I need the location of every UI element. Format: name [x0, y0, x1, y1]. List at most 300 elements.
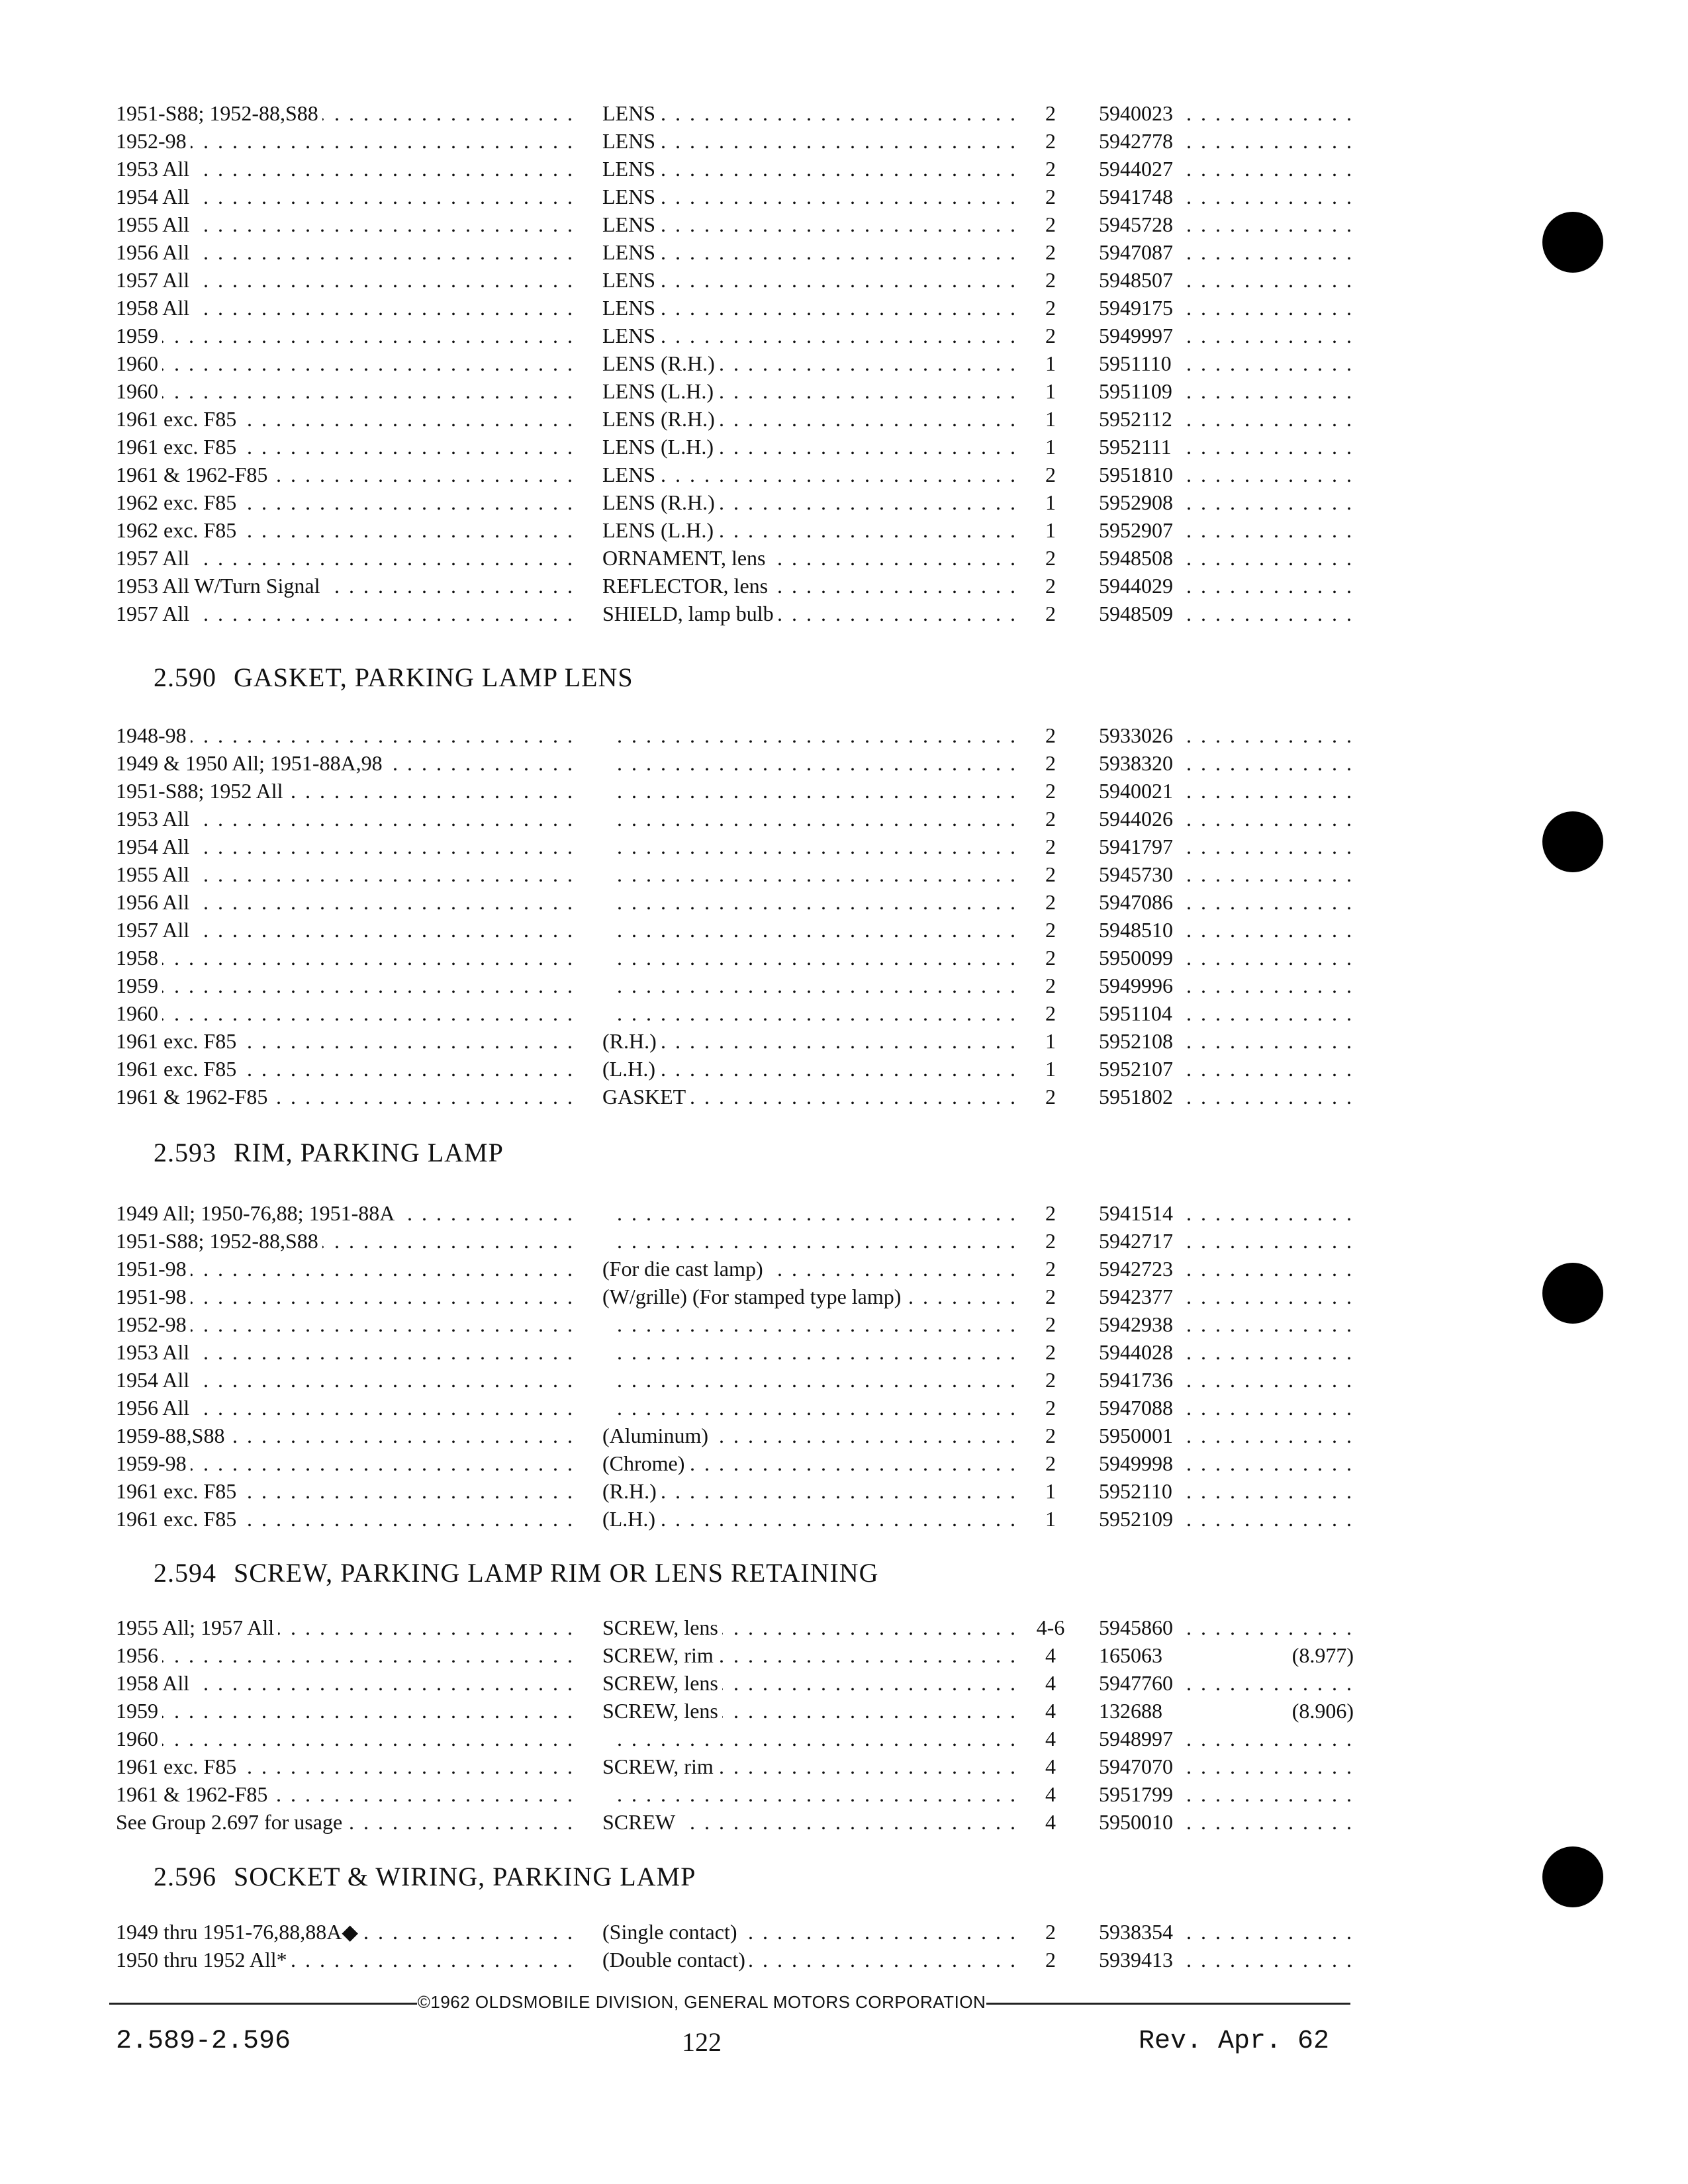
description-cell-text: (W/grille) (For stamped type lamp): [602, 1285, 905, 1308]
description-cell: [602, 127, 1023, 155]
quantity-cell-text: 1: [1045, 435, 1060, 459]
usage-cell-text: 1954 All: [116, 835, 193, 858]
quantity-cell-text: 1: [1045, 1057, 1060, 1081]
description-cell: [602, 1477, 1023, 1505]
usage-cell-text: 1956 All: [116, 890, 193, 914]
usage-cell-text: 1959-98: [116, 1451, 191, 1475]
usage-cell: [116, 1477, 579, 1505]
description-cell: [602, 1310, 1023, 1338]
description-cell: [602, 1422, 1023, 1449]
quantity-cell: [1026, 1338, 1079, 1366]
description-cell-text: ORNAMENT, lens: [602, 546, 770, 570]
part-number-cell: [1099, 721, 1354, 749]
usage-cell: [116, 1725, 579, 1752]
part-number-cell: [1099, 433, 1354, 461]
table-row: [116, 1083, 1354, 1111]
description-cell: [602, 1918, 1023, 1946]
table-row: [116, 1669, 1354, 1697]
quantity-cell: [1026, 1255, 1079, 1283]
quantity-cell: [1026, 572, 1079, 600]
group-range: 2.589-2.596: [116, 2026, 291, 2056]
usage-cell: [116, 1641, 579, 1669]
usage-cell-text: 1952-98: [116, 129, 191, 153]
usage-cell: [116, 210, 579, 238]
quantity-cell-text: 2: [1045, 1201, 1060, 1225]
quantity-cell: [1026, 266, 1079, 294]
quantity-cell: [1026, 1199, 1079, 1227]
part-number-cell-text: 5942723: [1099, 1257, 1177, 1281]
usage-cell: [116, 294, 579, 322]
description-cell-text: LENS: [602, 212, 659, 236]
description-cell: [602, 1027, 1023, 1055]
page-number: 122: [682, 2027, 722, 2057]
part-number-cell: [1099, 349, 1354, 377]
footer-rule: [986, 2003, 1350, 2005]
cross-reference: (8.977): [1287, 1641, 1354, 1669]
quantity-cell: [1026, 377, 1079, 405]
part-number-cell-text: 5948997: [1099, 1727, 1177, 1751]
usage-cell: [116, 1055, 579, 1083]
table-row: [116, 1366, 1354, 1394]
table-row: [116, 1614, 1354, 1641]
description-cell: [602, 1641, 1023, 1669]
description-cell-text: SCREW, rim: [602, 1754, 718, 1778]
part-number-cell: [1099, 1199, 1354, 1227]
description-cell: [602, 377, 1023, 405]
usage-cell: [116, 1614, 579, 1641]
usage-cell: [116, 1283, 579, 1310]
part-number-cell-text: 5950010: [1099, 1810, 1177, 1834]
description-cell: [602, 600, 1023, 627]
description-cell: [602, 210, 1023, 238]
part-number-cell: [1099, 972, 1354, 999]
part-number-cell: [1099, 1641, 1354, 1669]
usage-cell-text: 1953 All W/Turn Signal: [116, 574, 324, 598]
part-number-cell-text: 5941748: [1099, 185, 1177, 208]
part-number-cell-text: 5950099: [1099, 946, 1177, 970]
footer-rule: [109, 2003, 417, 2005]
part-number-cell-text: 5939413: [1099, 1948, 1177, 1972]
usage-cell-text: 1959-88,S88: [116, 1424, 228, 1447]
description-cell-text: [602, 807, 606, 831]
description-cell-text: LENS (R.H.): [602, 490, 719, 514]
section-title: SOCKET & WIRING, PARKING LAMP: [234, 1862, 696, 1891]
table-row: [116, 1338, 1354, 1366]
table-row: [116, 516, 1354, 544]
quantity-cell-text: 2: [1045, 546, 1060, 570]
quantity-cell-text: 4: [1045, 1810, 1060, 1834]
table-row: [116, 155, 1354, 183]
quantity-cell-text: 4: [1045, 1754, 1060, 1778]
part-number-cell-text: 5944029: [1099, 574, 1177, 598]
quantity-cell: [1026, 183, 1079, 210]
description-cell: [602, 1283, 1023, 1310]
table-row: [116, 833, 1354, 860]
section-heading-2-596: [154, 1861, 696, 1892]
usage-cell: [116, 833, 579, 860]
description-cell-text: [602, 862, 606, 886]
part-number-cell: [1099, 1027, 1354, 1055]
quantity-cell-text: 2: [1045, 240, 1060, 264]
quantity-cell-text: 1: [1045, 490, 1060, 514]
part-number-cell-text: 5951810: [1099, 463, 1177, 486]
description-cell: [602, 1614, 1023, 1641]
description-cell-text: (For die cast lamp): [602, 1257, 767, 1281]
section-heading-2-593: [154, 1137, 504, 1168]
usage-cell-text: 1961 exc. F85: [116, 1479, 240, 1503]
quantity-cell-text: 2: [1045, 1920, 1060, 1944]
part-number-cell: [1099, 155, 1354, 183]
description-cell-text: SCREW: [602, 1810, 679, 1834]
part-number-cell-text: 5951104: [1099, 1001, 1176, 1025]
description-cell: [602, 721, 1023, 749]
usage-cell-text: 1959: [116, 1699, 162, 1723]
table-row: [116, 721, 1354, 749]
usage-cell-text: 1953 All: [116, 157, 193, 181]
table-row: [116, 433, 1354, 461]
table-row: [116, 488, 1354, 516]
description-cell-text: [602, 723, 606, 747]
section-screw-rows: [116, 1614, 1354, 1836]
quantity-cell: [1026, 1394, 1079, 1422]
quantity-cell: [1026, 1808, 1079, 1836]
usage-cell: [116, 1394, 579, 1422]
description-cell-text: SCREW, lens: [602, 1699, 722, 1723]
part-number-cell-text: 5952108: [1099, 1029, 1177, 1053]
part-number-cell: [1099, 99, 1354, 127]
part-number-cell-text: 5947086: [1099, 890, 1177, 914]
quantity-cell-text: 2: [1045, 296, 1060, 320]
usage-cell-text: 1951-98: [116, 1285, 191, 1308]
section-title: SCREW, PARKING LAMP RIM OR LENS RETAINING: [234, 1558, 879, 1588]
quantity-cell: [1026, 600, 1079, 627]
quantity-cell-text: 2: [1045, 918, 1060, 942]
quantity-cell-text: 2: [1045, 1229, 1060, 1253]
usage-cell-text: 1951-S88; 1952 All: [116, 779, 287, 803]
quantity-cell: [1026, 1669, 1079, 1697]
usage-cell-text: 1959: [116, 324, 162, 347]
usage-cell-text: 1954 All: [116, 185, 193, 208]
part-number-cell-text: 5948509: [1099, 602, 1177, 625]
section-number: 2.590: [154, 662, 216, 692]
quantity-cell-text: 2: [1045, 779, 1060, 803]
section-number: 2.596: [154, 1862, 216, 1891]
description-cell: [602, 1227, 1023, 1255]
usage-cell: [116, 749, 579, 777]
part-number-cell: [1099, 1255, 1354, 1283]
part-number-cell-text: 5951802: [1099, 1085, 1177, 1109]
table-row: [116, 777, 1354, 805]
description-cell: [602, 1366, 1023, 1394]
quantity-cell-text: 2: [1045, 1340, 1060, 1364]
description-cell-text: GASKET: [602, 1085, 690, 1109]
quantity-cell-text: 2: [1045, 1312, 1060, 1336]
part-number-cell-text: 5952907: [1099, 518, 1177, 542]
table-row: [116, 322, 1354, 349]
part-number-cell: [1099, 1725, 1354, 1752]
quantity-cell-text: 4: [1045, 1782, 1060, 1806]
usage-cell-text: 1961 exc. F85: [116, 1057, 240, 1081]
description-cell-text: LENS: [602, 268, 659, 292]
quantity-cell-text: 4-6: [1037, 1615, 1069, 1639]
part-number-cell-text: 5952110: [1099, 1479, 1176, 1503]
usage-cell: [116, 127, 579, 155]
description-cell-text: (L.H.): [602, 1057, 659, 1081]
quantity-cell-text: 2: [1045, 602, 1060, 625]
quantity-cell: [1026, 99, 1079, 127]
quantity-cell: [1026, 749, 1079, 777]
description-cell-text: LENS: [602, 324, 659, 347]
part-number-cell-text: 5940023: [1099, 101, 1177, 125]
section-title: GASKET, PARKING LAMP LENS: [234, 662, 633, 692]
quantity-cell: [1026, 1227, 1079, 1255]
description-cell-text: (Double contact): [602, 1948, 749, 1972]
description-cell: [602, 488, 1023, 516]
usage-cell: [116, 888, 579, 916]
quantity-cell-text: 2: [1045, 101, 1060, 125]
quantity-cell: [1026, 805, 1079, 833]
table-row: [116, 183, 1354, 210]
quantity-cell-text: 1: [1045, 518, 1060, 542]
usage-cell-text: 1958: [116, 946, 162, 970]
description-cell: [602, 294, 1023, 322]
part-number-cell: [1099, 1505, 1354, 1533]
part-number-cell-text: 5942377: [1099, 1285, 1177, 1308]
quantity-cell: [1026, 1697, 1079, 1725]
usage-cell-text: 1960: [116, 1727, 162, 1751]
part-number-cell-text: 5941514: [1099, 1201, 1177, 1225]
description-cell-text: LENS (R.H.): [602, 407, 719, 431]
part-number-cell: [1099, 777, 1354, 805]
part-number-cell-text: 5948510: [1099, 918, 1177, 942]
part-number-cell-text: 5949998: [1099, 1451, 1177, 1475]
table-row: [116, 1752, 1354, 1780]
quantity-cell-text: 2: [1045, 129, 1060, 153]
usage-cell-text: 1958 All: [116, 296, 193, 320]
quantity-cell: [1026, 1422, 1079, 1449]
part-number-cell-text: 5940021: [1099, 779, 1177, 803]
quantity-cell-text: 2: [1045, 324, 1060, 347]
usage-cell: [116, 349, 579, 377]
quantity-cell: [1026, 777, 1079, 805]
usage-cell-text: 1961 exc. F85: [116, 435, 240, 459]
description-cell-text: [602, 1396, 606, 1420]
usage-cell-text: 1961 exc. F85: [116, 1754, 240, 1778]
usage-cell-text: 1952-98: [116, 1312, 191, 1336]
description-cell-text: (Single contact): [602, 1920, 741, 1944]
part-number-cell: [1099, 1338, 1354, 1366]
table-row: [116, 860, 1354, 888]
table-row: [116, 127, 1354, 155]
quantity-cell: [1026, 1477, 1079, 1505]
description-cell-text: [602, 1782, 606, 1806]
usage-cell-text: 1949 thru 1951-76,88,88A◆: [116, 1920, 362, 1944]
part-number-cell: [1099, 377, 1354, 405]
section-gasket-rows: [116, 721, 1354, 1111]
part-number-cell: [1099, 1808, 1354, 1836]
usage-cell-text: See Group 2.697 for usage: [116, 1810, 346, 1834]
usage-cell: [116, 516, 579, 544]
punch-hole: [1542, 212, 1603, 273]
part-number-cell: [1099, 127, 1354, 155]
punch-hole: [1542, 1263, 1603, 1324]
usage-cell: [116, 461, 579, 488]
usage-cell: [116, 972, 579, 999]
part-number-cell: [1099, 1394, 1354, 1422]
description-cell-text: LENS: [602, 129, 659, 153]
description-cell-text: [602, 835, 606, 858]
usage-cell-text: 1957 All: [116, 918, 193, 942]
quantity-cell-text: 2: [1045, 185, 1060, 208]
description-cell-text: [602, 918, 606, 942]
table-row: [116, 1027, 1354, 1055]
part-number-cell: [1099, 1055, 1354, 1083]
description-cell-text: LENS: [602, 463, 659, 486]
part-number-cell-text: 5944026: [1099, 807, 1177, 831]
quantity-cell: [1026, 1918, 1079, 1946]
part-number-cell-text: 5941736: [1099, 1368, 1177, 1392]
part-number-cell: [1099, 749, 1354, 777]
part-number-cell: [1099, 1918, 1354, 1946]
part-number-cell-text: 5948507: [1099, 268, 1177, 292]
quantity-cell: [1026, 999, 1079, 1027]
usage-cell: [116, 1449, 579, 1477]
part-number-cell-text: 5933026: [1099, 723, 1177, 747]
usage-cell: [116, 405, 579, 433]
part-number-cell: [1099, 600, 1354, 627]
description-cell: [602, 155, 1023, 183]
table-row: [116, 1477, 1354, 1505]
quantity-cell: [1026, 944, 1079, 972]
quantity-cell-text: 2: [1045, 268, 1060, 292]
description-cell-text: [602, 1001, 606, 1025]
quantity-cell: [1026, 833, 1079, 860]
description-cell-text: SHIELD, lamp bulb: [602, 602, 778, 625]
usage-cell: [116, 1505, 579, 1533]
usage-cell: [116, 1422, 579, 1449]
section-heading-2-590: [154, 662, 633, 693]
description-cell-text: [602, 751, 606, 775]
description-cell-text: (R.H.): [602, 1029, 661, 1053]
usage-cell: [116, 99, 579, 127]
part-number-cell-text: 5951110: [1099, 351, 1176, 375]
usage-cell-text: 1949 All; 1950-76,88; 1951-88A: [116, 1201, 399, 1225]
quantity-cell: [1026, 405, 1079, 433]
part-number-cell: [1099, 572, 1354, 600]
description-cell: [602, 322, 1023, 349]
usage-cell-text: 1951-S88; 1952-88,S88: [116, 101, 322, 125]
description-cell-text: LENS (L.H.): [602, 379, 718, 403]
part-number-cell: [1099, 1283, 1354, 1310]
quantity-cell-text: 2: [1045, 1001, 1060, 1025]
part-number-cell-text: 5951109: [1099, 379, 1176, 403]
description-cell: [602, 916, 1023, 944]
usage-cell: [116, 1752, 579, 1780]
part-number-cell: [1099, 238, 1354, 266]
usage-cell-text: 1960: [116, 351, 162, 375]
part-number-cell-text: 165063: [1099, 1643, 1166, 1667]
part-number-cell-text: 5938320: [1099, 751, 1177, 775]
description-cell-text: [602, 779, 606, 803]
part-number-cell: [1099, 1083, 1354, 1111]
table-row: [116, 944, 1354, 972]
part-number-cell: [1099, 183, 1354, 210]
quantity-cell: [1026, 1310, 1079, 1338]
table-row: [116, 294, 1354, 322]
usage-cell: [116, 1199, 579, 1227]
description-cell-text: [602, 1229, 606, 1253]
description-cell-text: SCREW, rim: [602, 1643, 718, 1667]
description-cell-text: [602, 946, 606, 970]
part-number-cell: [1099, 999, 1354, 1027]
quantity-cell-text: 2: [1045, 1085, 1060, 1109]
quantity-cell-text: 2: [1045, 463, 1060, 486]
description-cell: [602, 238, 1023, 266]
description-cell: [602, 99, 1023, 127]
part-number-cell: [1099, 544, 1354, 572]
usage-cell-text: 1962 exc. F85: [116, 518, 240, 542]
usage-cell: [116, 1027, 579, 1055]
punch-hole: [1542, 1846, 1603, 1907]
table-row: [116, 99, 1354, 127]
quantity-cell-text: 2: [1045, 157, 1060, 181]
part-number-cell-text: 5949996: [1099, 974, 1177, 997]
quantity-cell-text: 1: [1045, 1507, 1060, 1531]
quantity-cell: [1026, 1366, 1079, 1394]
usage-cell-text: 1950 thru 1952 All*: [116, 1948, 291, 1972]
quantity-cell: [1026, 516, 1079, 544]
revision-date: Rev. Apr. 62: [1139, 2026, 1330, 2056]
usage-cell-text: 1961 & 1962-F85: [116, 1085, 271, 1109]
section-number: 2.594: [154, 1558, 216, 1588]
table-row: [116, 1946, 1354, 1974]
description-cell: [602, 1083, 1023, 1111]
usage-cell: [116, 1946, 579, 1974]
part-number-cell-text: 5942717: [1099, 1229, 1177, 1253]
description-cell: [602, 1725, 1023, 1752]
table-row: [116, 544, 1354, 572]
part-number-cell: [1099, 916, 1354, 944]
quantity-cell: [1026, 860, 1079, 888]
description-cell: [602, 749, 1023, 777]
quantity-cell: [1026, 155, 1079, 183]
description-cell: [602, 860, 1023, 888]
table-row: [116, 405, 1354, 433]
quantity-cell-text: 2: [1045, 1285, 1060, 1308]
part-number-cell-text: 5952908: [1099, 490, 1177, 514]
table-row: [116, 749, 1354, 777]
usage-cell: [116, 544, 579, 572]
description-cell: [602, 405, 1023, 433]
quantity-cell: [1026, 322, 1079, 349]
part-number-cell-text: 5947760: [1099, 1671, 1177, 1695]
part-number-cell: [1099, 210, 1354, 238]
part-number-cell: [1099, 322, 1354, 349]
table-row: [116, 377, 1354, 405]
part-number-cell: [1099, 266, 1354, 294]
usage-cell-text: 1959: [116, 974, 162, 997]
usage-cell: [116, 944, 579, 972]
quantity-cell: [1026, 294, 1079, 322]
quantity-cell: [1026, 433, 1079, 461]
table-row: [116, 1422, 1354, 1449]
part-number-cell-text: 5938354: [1099, 1920, 1177, 1944]
usage-cell-text: 1954 All: [116, 1368, 193, 1392]
usage-cell: [116, 860, 579, 888]
part-number-cell: [1099, 405, 1354, 433]
table-row: [116, 349, 1354, 377]
usage-cell: [116, 721, 579, 749]
